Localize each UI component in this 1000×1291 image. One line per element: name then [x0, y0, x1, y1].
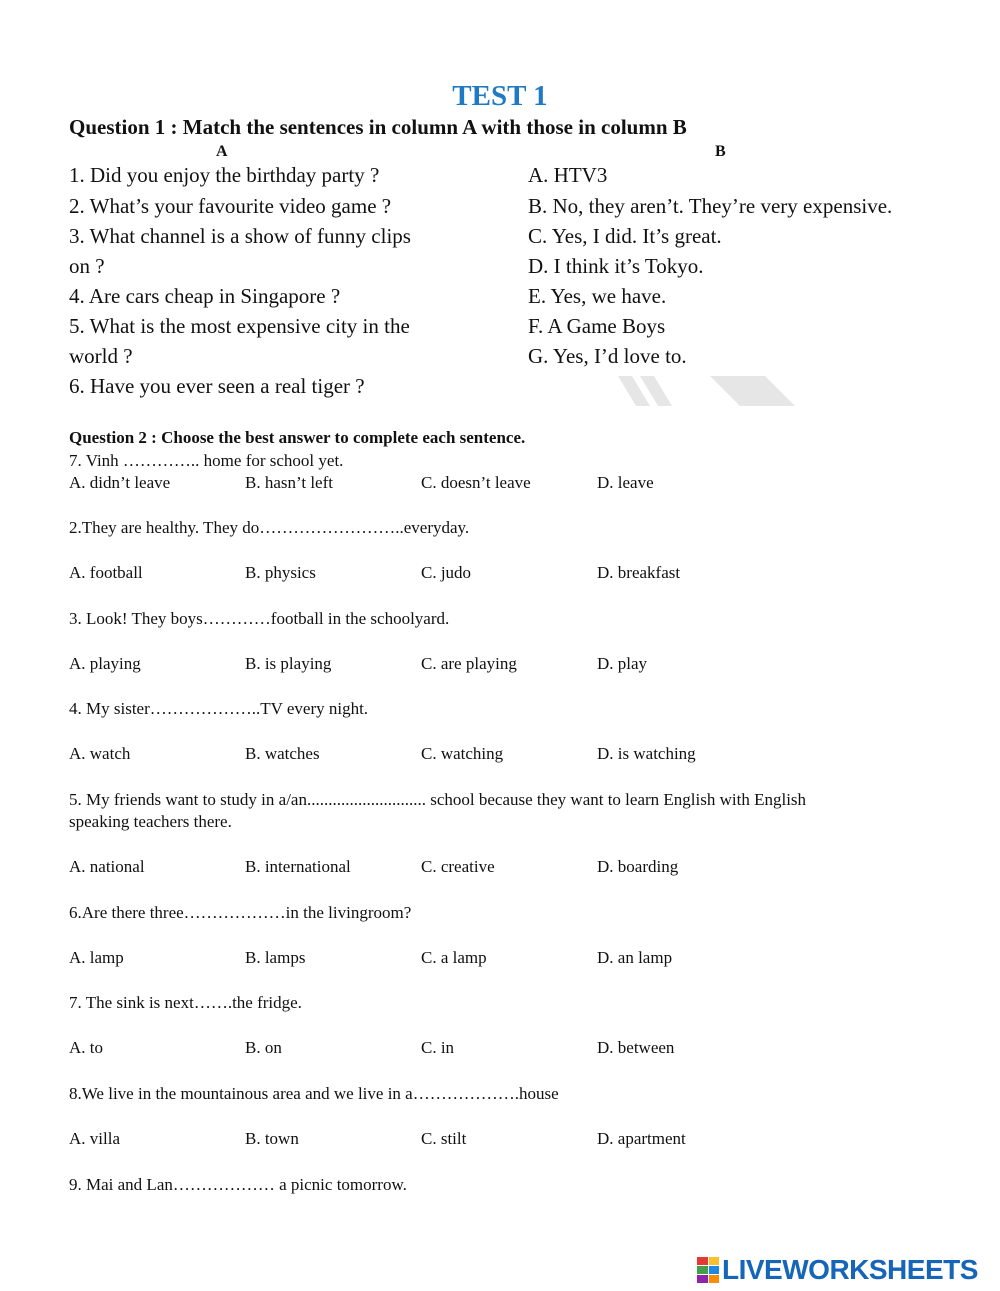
question-stem: 5. My friends want to study in a/an............................ school because they want to learn English with English — [69, 790, 807, 809]
question-stem: 3. Look! They boys…………football in the schoolyard. — [69, 609, 450, 628]
column-a-line: 6. Have you ever seen a real tiger ? — [69, 374, 365, 398]
answer-option: B. lamps — [245, 948, 306, 967]
column-b-line: F. A Game Boys — [528, 314, 666, 338]
answer-option: C. doesn’t leave — [421, 473, 531, 492]
column-a-line: 4. Are cars cheap in Singapore ? — [69, 284, 341, 308]
question-2-heading: Question 2 : Choose the best answer to complete each sentence. — [69, 428, 526, 447]
column-a-line: 2. What’s your favourite video game ? — [69, 194, 392, 218]
answer-option: D. between — [597, 1038, 675, 1057]
question-stem: 7. The sink is next…….the fridge. — [69, 993, 302, 1012]
column-b-line: D. I think it’s Tokyo. — [528, 254, 704, 278]
question-stem: 4. My sister………………..TV every night. — [69, 699, 369, 718]
column-a-line: world ? — [69, 344, 133, 368]
answer-option: B. hasn’t left — [245, 473, 333, 492]
logo-text: LIVEWORKSHEETS — [722, 1254, 978, 1285]
answer-option: A. watch — [69, 744, 131, 763]
answer-option: D. apartment — [597, 1129, 686, 1148]
column-b-line: C. Yes, I did. It’s great. — [528, 224, 722, 248]
answer-option: A. to — [69, 1038, 103, 1057]
answer-option: A. football — [69, 563, 143, 582]
liveworksheets-logo — [697, 1255, 978, 1285]
answer-option: B. international — [245, 857, 351, 876]
column-b-line: G. Yes, I’d love to. — [528, 344, 687, 368]
answer-option: C. watching — [421, 744, 504, 763]
watermark-quote-marks — [610, 372, 800, 408]
page-title: TEST 1 — [452, 80, 548, 112]
question-stem-continuation: speaking teachers there. — [69, 812, 232, 831]
column-a-line: on ? — [69, 254, 105, 278]
answer-option: A. lamp — [69, 948, 124, 967]
column-a-label: A — [216, 143, 228, 160]
answer-option: B. is playing — [245, 654, 332, 673]
answer-option: A. villa — [69, 1129, 120, 1148]
answer-option: D. play — [597, 654, 648, 673]
answer-option: A. playing — [69, 654, 141, 673]
question-stem: 7. Vinh ………….. home for school yet. — [69, 451, 344, 470]
answer-option: D. is watching — [597, 744, 696, 763]
column-a-line: 5. What is the most expensive city in the — [69, 314, 410, 338]
question-stem: 2.They are healthy. They do……………………..everyday. — [69, 518, 470, 537]
answer-option: D. an lamp — [597, 948, 673, 967]
answer-option: B. physics — [245, 563, 316, 582]
column-a-line: 3. What channel is a show of funny clips — [69, 224, 411, 248]
answer-option: D. breakfast — [597, 563, 681, 582]
answer-option: C. are playing — [421, 654, 517, 673]
answer-option: B. watches — [245, 744, 320, 763]
liveworksheets-blocks-icon — [697, 1257, 719, 1283]
column-b-line: B. No, they aren’t. They’re very expensive. — [528, 194, 893, 218]
answer-option: C. creative — [421, 857, 495, 876]
column-a-line: 1. Did you enjoy the birthday party ? — [69, 163, 380, 187]
column-b-label: B — [715, 143, 726, 160]
answer-option: C. a lamp — [421, 948, 487, 967]
answer-option: C. in — [421, 1038, 455, 1057]
answer-option: C. judo — [421, 563, 472, 582]
column-b-line: A. HTV3 — [528, 163, 608, 187]
answer-option: B. town — [245, 1129, 299, 1148]
answer-option: A. didn’t leave — [69, 473, 171, 492]
answer-option: D. boarding — [597, 857, 679, 876]
question-stem: 6.Are there three………………in the livingroom? — [69, 903, 412, 922]
answer-option: C. stilt — [421, 1129, 467, 1148]
question-stem: 9. Mai and Lan……………… a picnic tomorrow. — [69, 1175, 407, 1194]
answer-option: A. national — [69, 857, 145, 876]
answer-option: B. on — [245, 1038, 282, 1057]
answer-option: D. leave — [597, 473, 654, 492]
question-1-heading: Question 1 : Match the sentences in column A with those in column B — [69, 115, 687, 139]
column-b-line: E. Yes, we have. — [528, 284, 667, 308]
question-stem: 8.We live in the mountainous area and we live in a……………….house — [69, 1084, 559, 1103]
